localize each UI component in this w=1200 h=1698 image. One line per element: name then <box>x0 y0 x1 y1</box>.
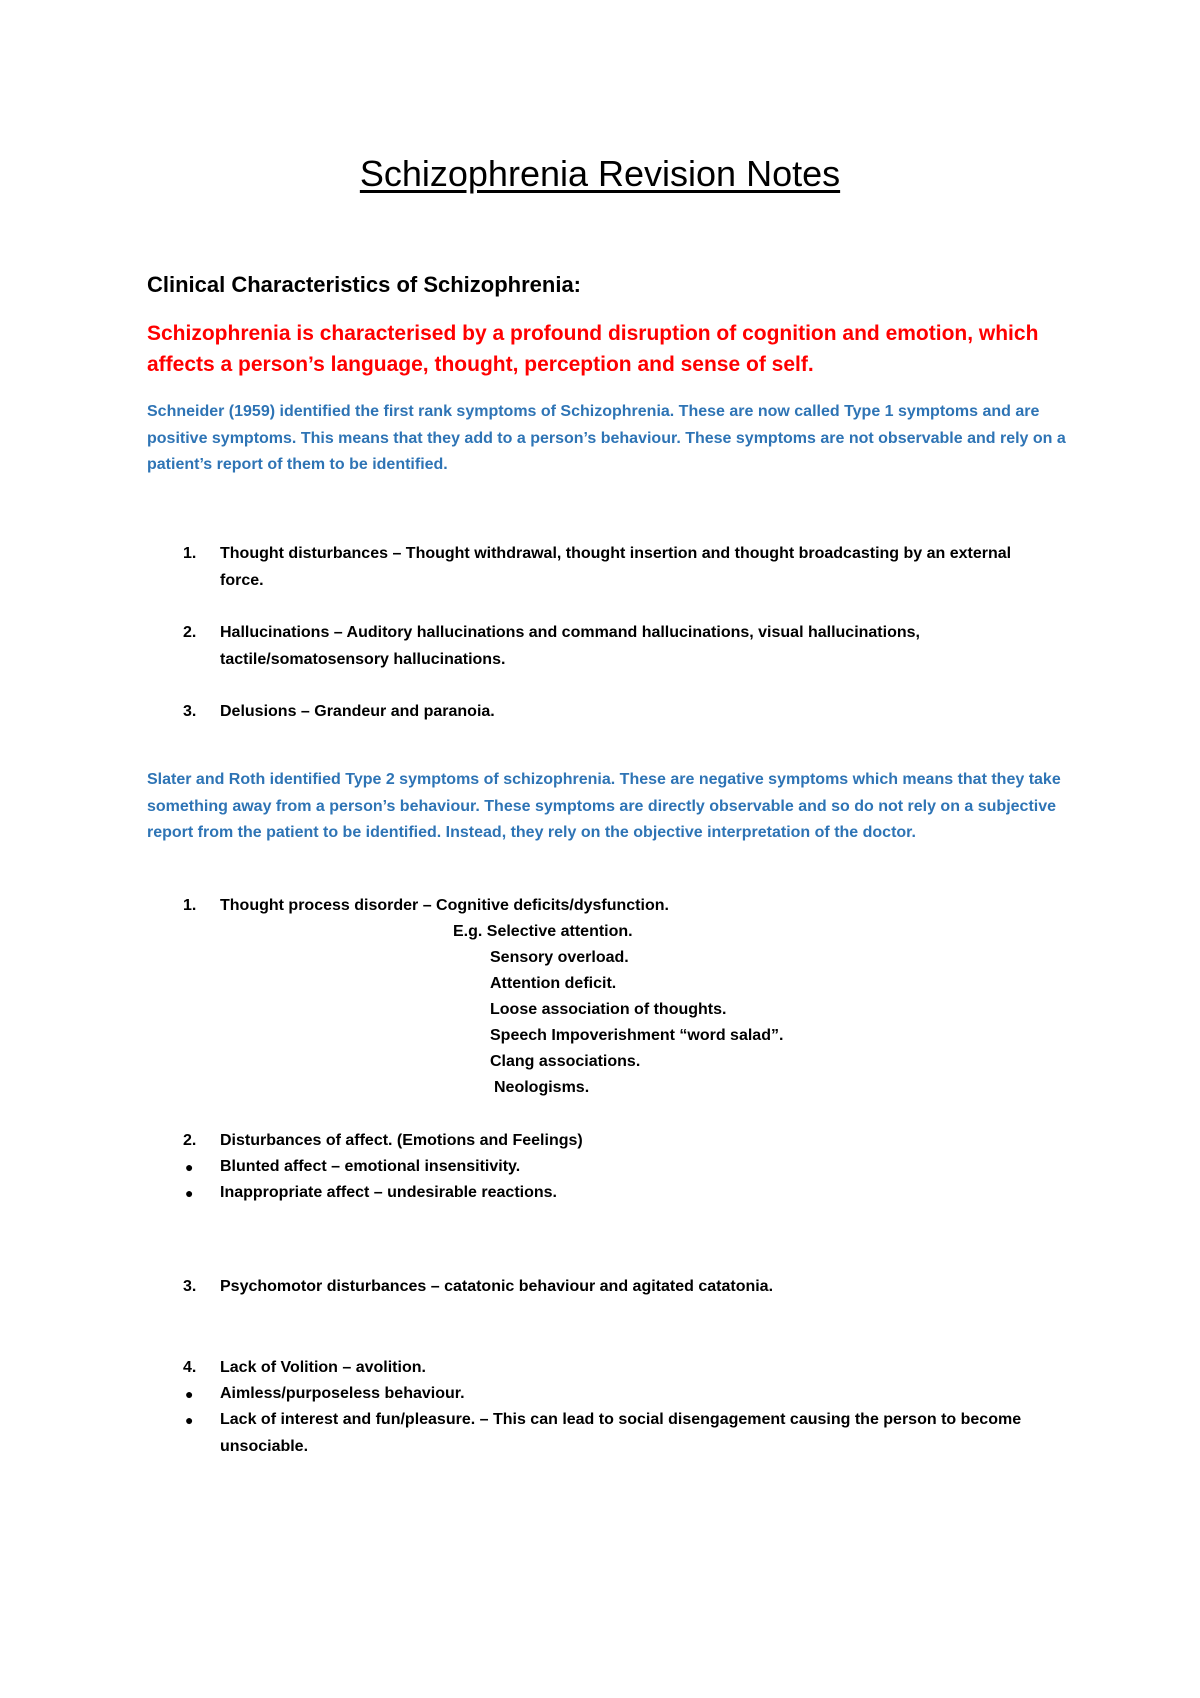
example-sensory-overload: Sensory overload. <box>490 949 629 966</box>
type1-item-3-number: 3. <box>183 703 197 720</box>
type2-item-1-number: 1. <box>183 897 197 914</box>
volition-bullet-aimless: Aimless/purposeless behaviour. <box>220 1385 465 1402</box>
type2-item-4-number: 4. <box>183 1359 197 1376</box>
example-attention-deficit: Attention deficit. <box>490 975 617 992</box>
example-neologisms: Neologisms. <box>494 1079 590 1096</box>
type1-item-2-text: Hallucinations – Auditory hallucinations and command hallucinations, visual hallucinations, tactile/somatosensory hallucinations. <box>220 624 920 668</box>
example-clang-associations: Clang associations. <box>490 1053 641 1070</box>
type2-item-1-text: Thought process disorder – Cognitive deficits/dysfunction. <box>220 897 669 914</box>
type2-item-3-number: 3. <box>183 1278 197 1295</box>
type1-item-2-number: 2. <box>183 624 197 641</box>
type1-item-3-text: Delusions – Grandeur and paranoia. <box>220 703 495 720</box>
bullet-icon: ● <box>185 1412 194 1428</box>
volition-bullet-lack-of-interest: Lack of interest and fun/pleasure. – This can lead to social disengagement causing the person to become unsociable. <box>220 1411 1022 1455</box>
type2-item-2-text: Disturbances of affect. (Emotions and Feelings) <box>220 1132 583 1149</box>
type1-intro-paragraph: Schneider (1959) identified the first rank symptoms of Schizophrenia. These are now called Type 1 symptoms and are positive symptoms. This means that they add to a person’s behaviour. These symptoms are not observable and rely on a patient’s report of them to be identified. <box>147 403 1066 473</box>
type2-item-3-text: Psychomotor disturbances – catatonic behaviour and agitated catatonia. <box>220 1278 774 1295</box>
type1-item-1-text: Thought disturbances – Thought withdrawal, thought insertion and thought broadcasting by an external force. <box>220 545 1012 589</box>
type2-item-2-number: 2. <box>183 1132 197 1149</box>
section-heading: Clinical Characteristics of Schizophrenia: <box>147 272 582 297</box>
type1-item-1-number: 1. <box>183 545 197 562</box>
definition-paragraph: Schizophrenia is characterised by a profound disruption of cognition and emotion, which affects a person’s language, thought, perception and sense of self. <box>147 322 1039 376</box>
page-title: Schizophrenia Revision Notes <box>359 153 841 194</box>
affect-bullet-inappropriate: Inappropriate affect – undesirable reactions. <box>220 1184 557 1201</box>
bullet-icon: ● <box>185 1185 194 1201</box>
example-speech-impoverishment: Speech Impoverishment “word salad”. <box>490 1027 784 1044</box>
example-loose-association: Loose association of thoughts. <box>490 1001 727 1018</box>
type2-item-4-text: Lack of Volition – avolition. <box>220 1359 426 1376</box>
bullet-icon: ● <box>185 1386 194 1402</box>
bullet-icon: ● <box>185 1159 194 1175</box>
affect-bullet-blunted: Blunted affect – emotional insensitivity. <box>220 1158 521 1175</box>
example-selective-attention: E.g. Selective attention. <box>453 923 633 940</box>
type2-intro-paragraph: Slater and Roth identified Type 2 symptoms of schizophrenia. These are negative symptoms which means that they take something away from a person’s behaviour. These symptoms are directly observable and so do not rely on a subjective report from the patient to be identified. Instead, they rely on the objective interpretation of the doctor. <box>147 771 1061 841</box>
